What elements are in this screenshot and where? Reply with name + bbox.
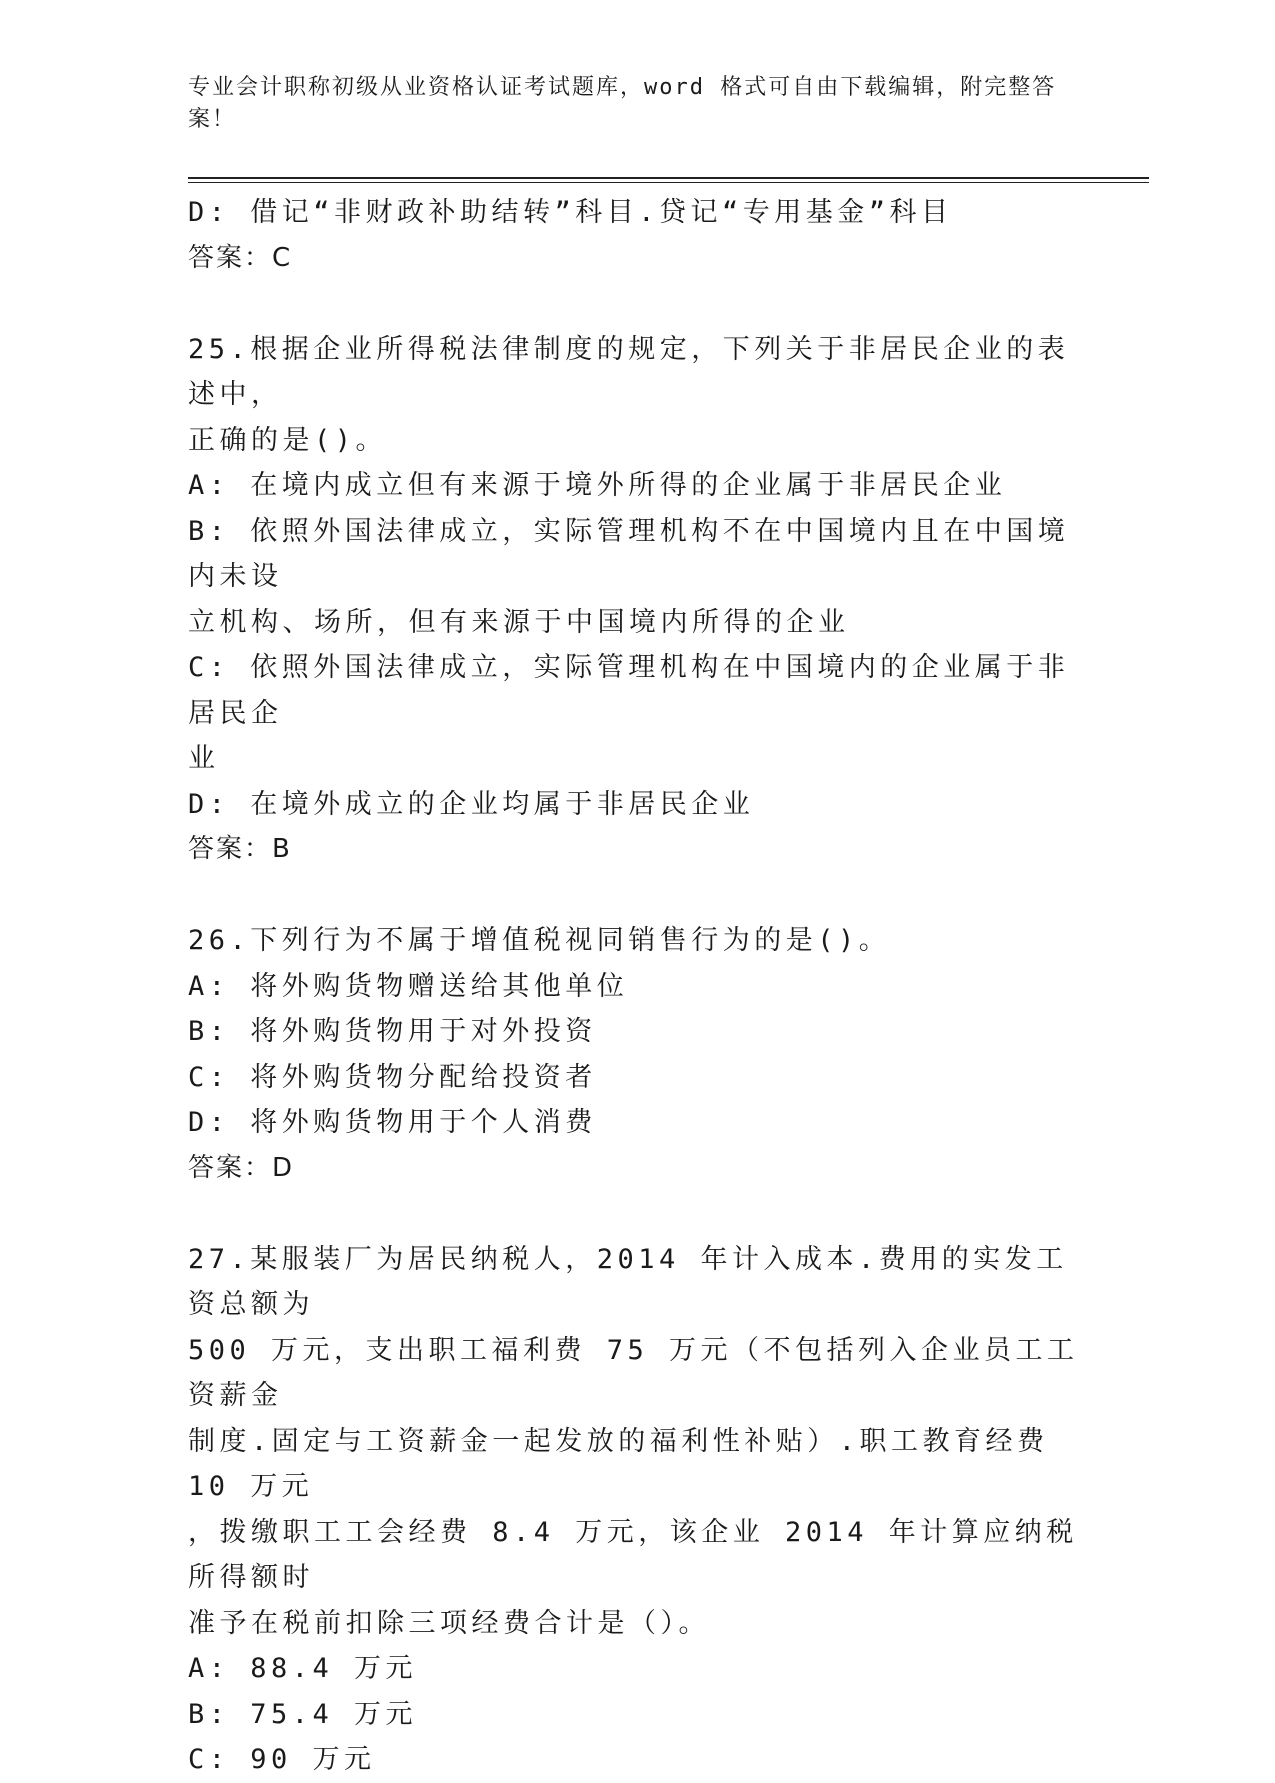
question-line: 业 [188, 743, 220, 774]
question-line: 27.某服装厂为居民纳税人，2014 年计入成本.费用的实发工资总额为 [188, 1243, 1068, 1320]
answer-line: 答案：B [188, 834, 292, 864]
question-block [188, 1237, 1088, 1783]
question-line: B: 75.4 万元 [188, 1698, 418, 1730]
question-line: D: 借记“非财政补助结转”科目.贷记“专用基金”科目 [188, 197, 953, 228]
block-spacer [188, 1191, 1088, 1237]
answer-line: 答案：C [188, 242, 293, 273]
block-spacer [188, 873, 1088, 919]
question-line: D: 将外购货物用于个人消费 [188, 1107, 597, 1138]
question-line: B: 将外购货物用于对外投资 [188, 1016, 597, 1047]
document-header: 专业会计职称初级从业资格认证考试题库，word 格式可自由下载编辑，附完整答案！ [188, 75, 1057, 132]
question-line: C: 将外购货物分配给投资者 [188, 1061, 597, 1093]
question-line: C: 依照外国法律成立，实际管理机构在中国境内的企业属于非居民企 [188, 652, 1070, 729]
question-line: C: 90 万元 [188, 1744, 376, 1775]
question-line: 准予在税前扣除三项经费合计是（）。 [188, 1607, 710, 1639]
question-block [188, 327, 1088, 873]
header-rule-thick [188, 177, 1149, 179]
question-block [188, 918, 1088, 1191]
question-line: 26.下列行为不属于增值税视同销售行为的是()。 [188, 925, 891, 956]
question-line: A: 将外购货物赠送给其他单位 [188, 970, 629, 1002]
question-line: 立机构、场所，但有来源于中国境内所得的企业 [188, 606, 850, 638]
question-line: 制度.固定与工资薪金一起发放的福利性补贴）.职工教育经费 10 万元 [188, 1425, 1070, 1502]
question-line: 25.根据企业所得税法律制度的规定，下列关于非居民企业的表述中， [188, 333, 1070, 410]
header-rule-thin [188, 182, 1149, 183]
question-line: 正确的是()。 [188, 424, 388, 456]
question-line: A: 88.4 万元 [188, 1653, 418, 1684]
question-line: A: 在境内成立但有来源于境外所得的企业属于非居民企业 [188, 470, 1007, 501]
block-spacer [188, 281, 1088, 327]
question-line: 500 万元，支出职工福利费 75 万元（不包括列入企业员工工资薪金 [188, 1334, 1079, 1411]
question-line: ，拨缴职工工会经费 8.4 万元，该企业 2014 年计算应纳税所得额时 [188, 1516, 1078, 1593]
question-line: D: 在境外成立的企业均属于非居民企业 [188, 788, 755, 820]
question-block [188, 190, 1088, 281]
answer-line: 答案：D [188, 1152, 295, 1183]
question-list [188, 190, 1088, 1783]
question-line: B: 依照外国法律成立，实际管理机构不在中国境内且在中国境内未设 [188, 515, 1070, 592]
